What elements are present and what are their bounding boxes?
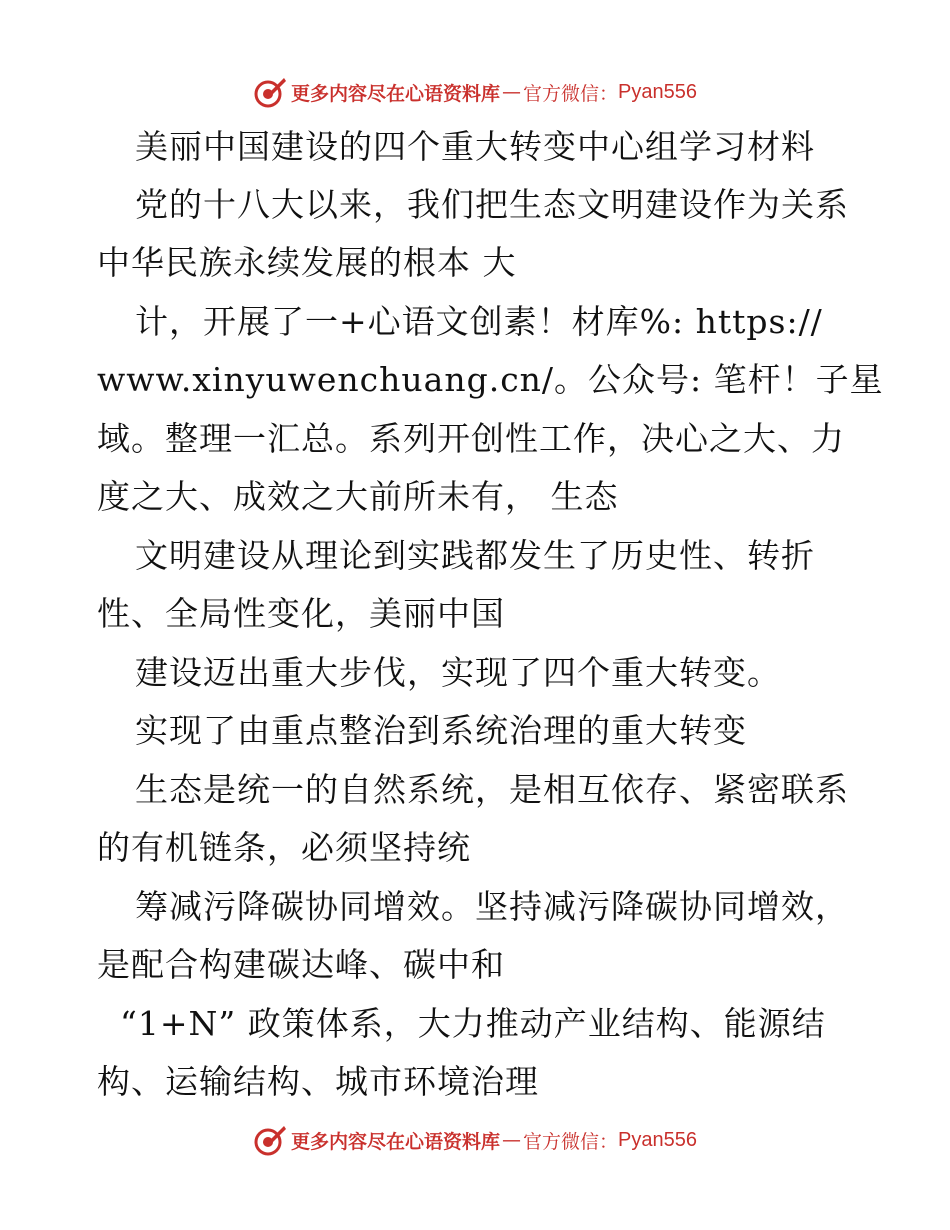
paragraph-line: www.xinyuwenchuang.cn/。公众号: 笔杆！子星 xyxy=(97,360,884,399)
quill-logo-icon xyxy=(253,1123,287,1157)
paragraph-line: 中华民族永续发展的根本 大 xyxy=(97,243,517,282)
paragraph-line: 是配合构建碳达峰、碳中和 xyxy=(97,945,505,984)
paragraph-line: 性、全局性变化，美丽中国 xyxy=(97,594,505,633)
banner-slogan: 更多内容尽在心语资料库 xyxy=(291,1130,501,1153)
quill-logo-icon xyxy=(253,75,287,109)
banner-wechat-id: Pyan556 xyxy=(618,80,697,103)
paragraph-line: 域。整理一汇总。系列开创性工作，决心之大、力 xyxy=(97,419,845,458)
paragraph-line: 的有机链条，必须坚持统 xyxy=(97,828,471,867)
paragraph-line: 建设迈出重大步伐，实现了四个重大转变。 xyxy=(135,653,781,692)
header-banner xyxy=(0,72,950,112)
paragraph-line: 计，开展了一+心语文创素！材库%: https:// xyxy=(135,302,823,341)
paragraph-line: 党的十八大以来，我们把生态文明建设作为关系 xyxy=(135,185,849,224)
banner-dash: — xyxy=(502,81,522,103)
banner-wechat-label: 官方微信： xyxy=(523,82,619,105)
banner-dash: — xyxy=(502,1129,522,1151)
banner-slogan: 更多内容尽在心语资料库 xyxy=(291,82,501,105)
section-heading: 实现了由重点整治到系统治理的重大转变 xyxy=(135,711,747,750)
paragraph-line: 筹减污降碳协同增效。坚持减污降碳协同增效， xyxy=(135,887,849,926)
banner-wechat-label: 官方微信： xyxy=(523,1130,619,1153)
paragraph-line: “1+N” 政策体系，大力推动产业结构、能源结 xyxy=(120,1004,826,1043)
paragraph-line: 生态是统一的自然系统，是相互依存、紧密联系 xyxy=(135,770,849,809)
banner-wechat-id: Pyan556 xyxy=(618,1128,697,1151)
document-title: 美丽中国建设的四个重大转变中心组学习材料 xyxy=(135,127,815,166)
paragraph-line: 文明建设从理论到实践都发生了历史性、转折 xyxy=(135,536,815,575)
footer-banner xyxy=(0,1120,950,1160)
paragraph-line: 构、运输结构、城市环境治理 xyxy=(97,1062,539,1101)
paragraph-line: 度之大、成效之大前所未有， 生态 xyxy=(97,477,619,516)
